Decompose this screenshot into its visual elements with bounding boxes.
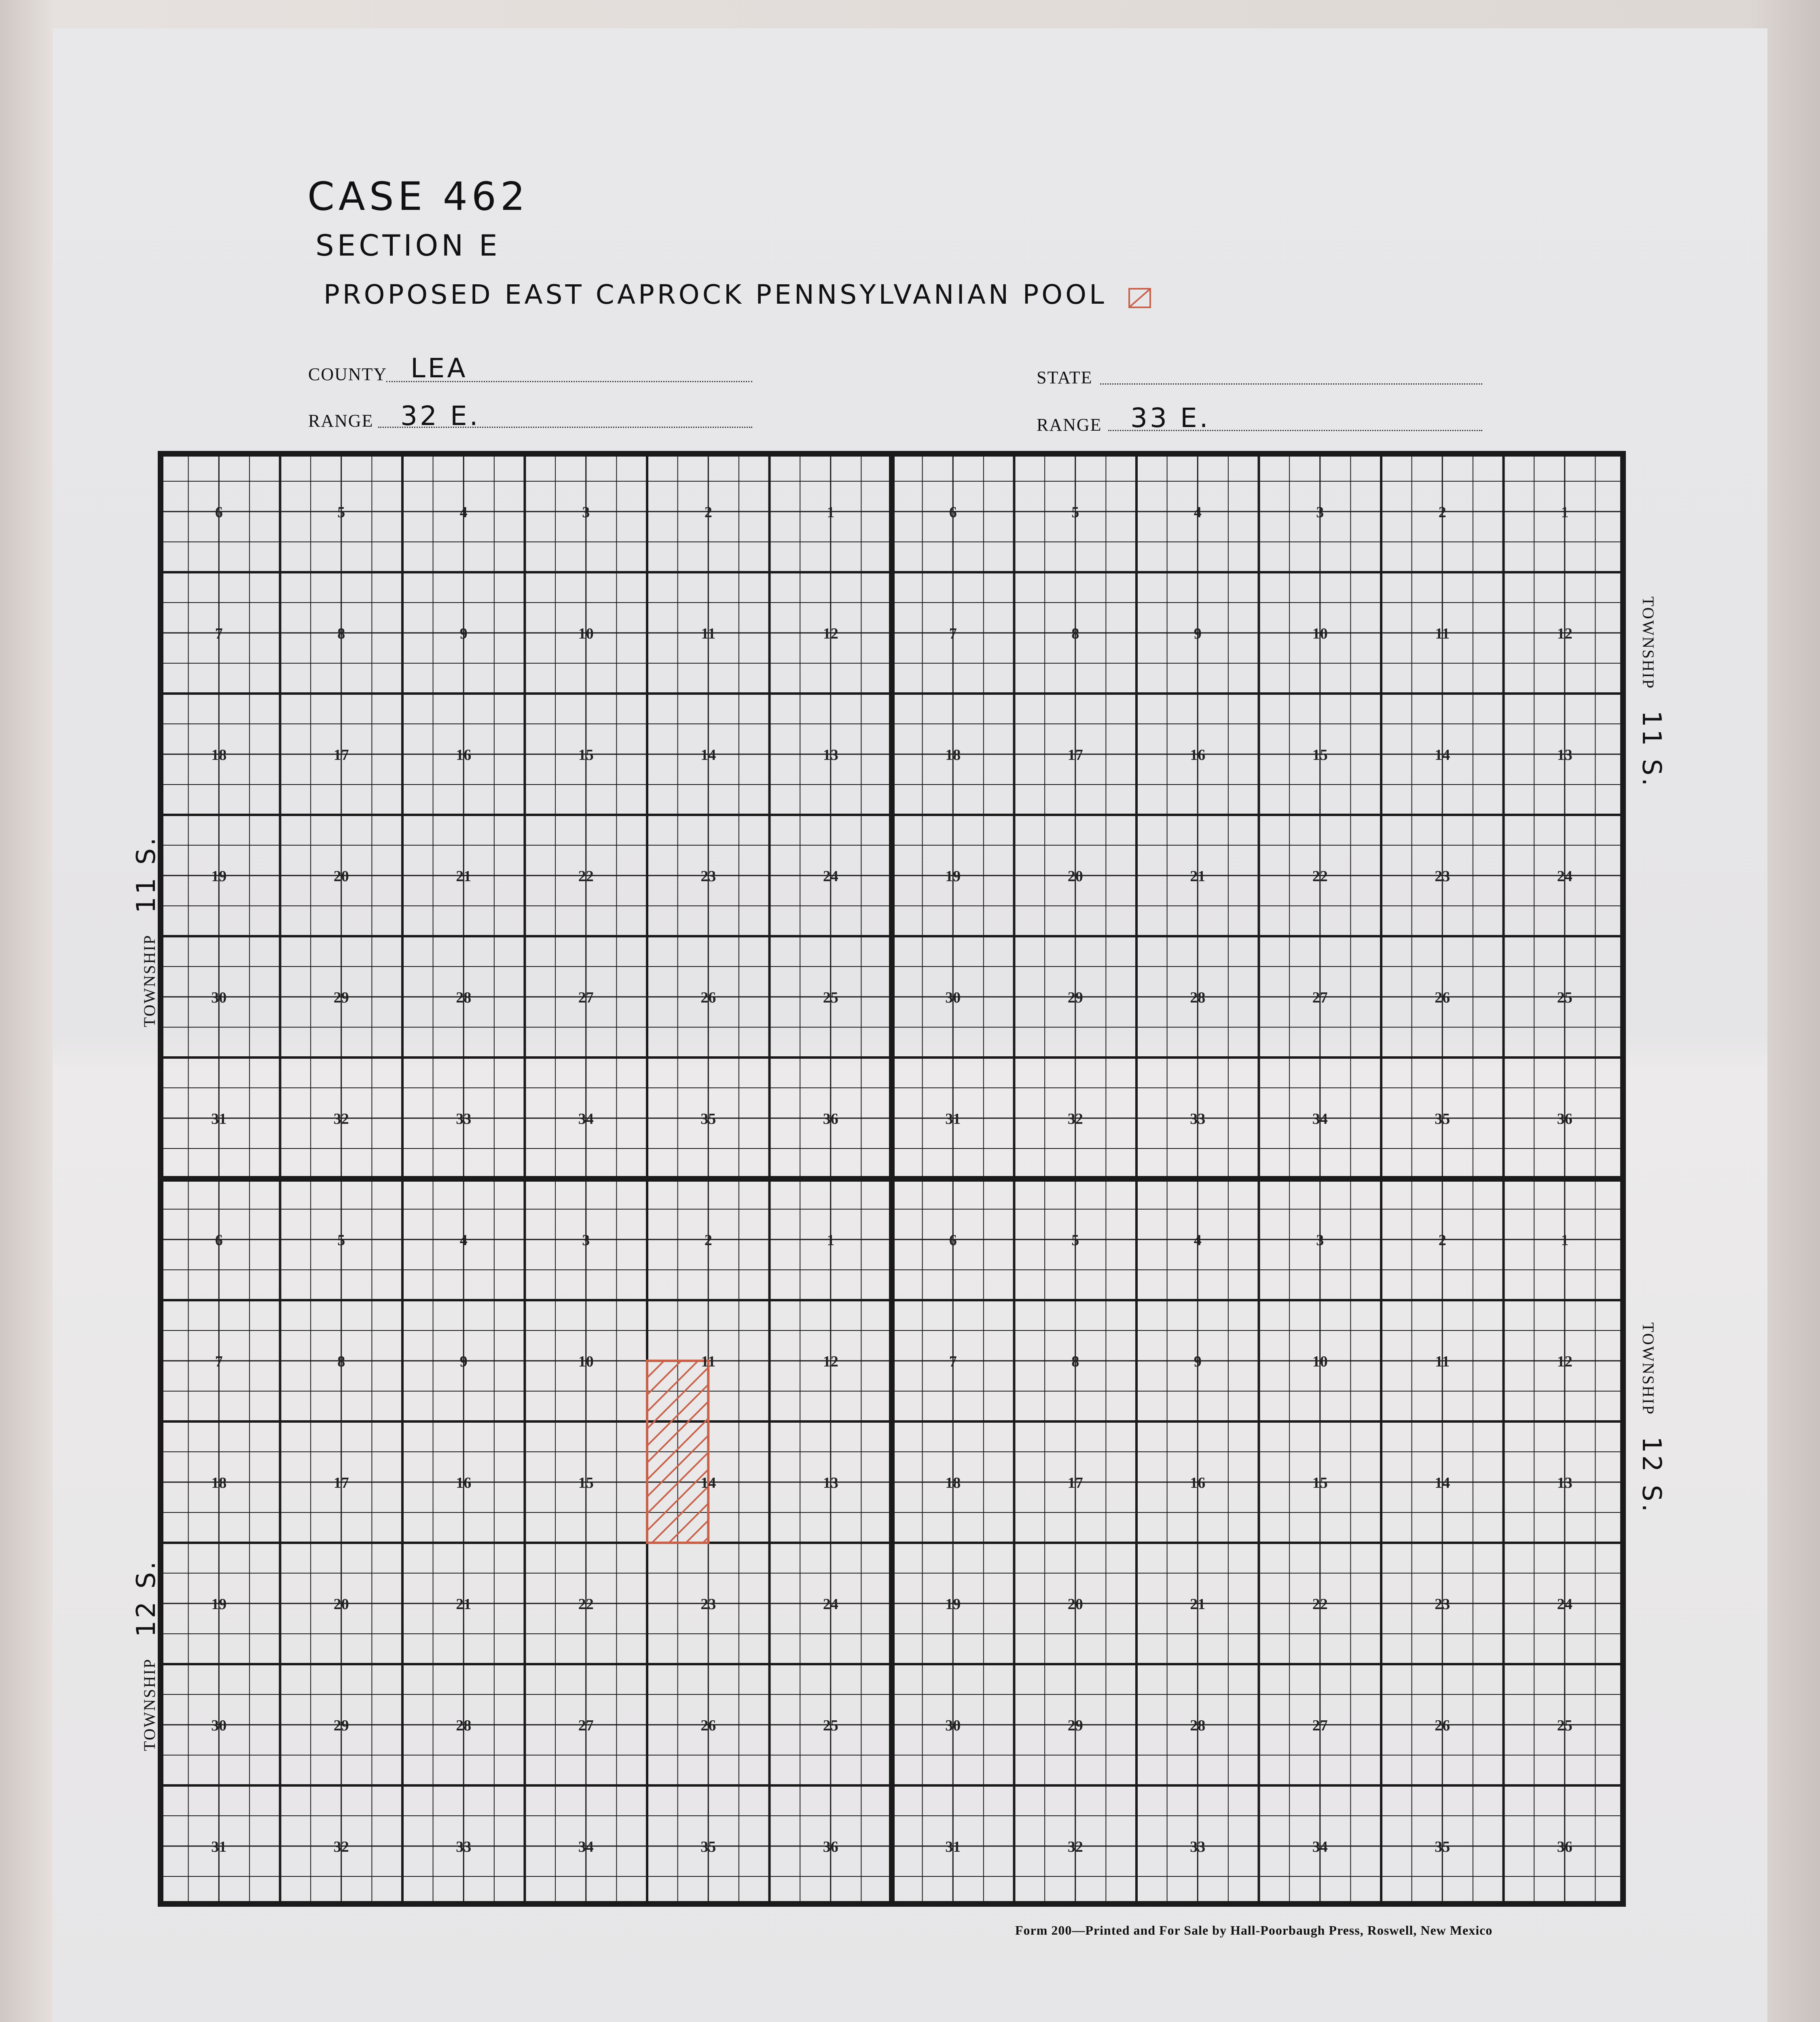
section-number: 27 (1312, 989, 1328, 1006)
range-left-value: 32 E. (400, 400, 480, 431)
section-number: 12 (823, 625, 838, 642)
section-number: 27 (578, 989, 594, 1006)
section-number: 6 (215, 1232, 223, 1249)
section-number: 27 (578, 1717, 594, 1734)
section-number: 22 (578, 868, 594, 885)
section-number: 23 (1435, 1596, 1450, 1613)
section-number: 25 (823, 1717, 838, 1734)
township-number: 11 S. (1636, 710, 1666, 789)
section-number: 9 (1194, 1353, 1202, 1370)
section-number: 16 (456, 1474, 472, 1491)
section-number: 1 (827, 504, 835, 521)
section-number: 17 (1067, 1474, 1083, 1491)
section-number: 9 (1194, 625, 1202, 642)
section-number: 28 (1190, 1717, 1206, 1734)
section-number: 12 (1557, 625, 1572, 642)
section-number: 18 (945, 747, 961, 764)
section-number: 19 (211, 1596, 227, 1613)
section-number: 23 (700, 1596, 716, 1613)
section-number: 34 (578, 1838, 594, 1855)
section-number: 22 (1312, 868, 1328, 885)
section-number: 3 (582, 504, 590, 521)
section-number: 25 (823, 989, 838, 1006)
section-number: 29 (333, 989, 349, 1006)
section-number: 31 (945, 1838, 961, 1855)
section-number: 34 (1312, 1838, 1328, 1855)
township-number: 11 S. (131, 835, 161, 914)
township-number: 12 S. (1636, 1436, 1666, 1514)
case-title: CASE 462 (307, 174, 529, 219)
section-number: 23 (1435, 868, 1450, 885)
section-number: 24 (1557, 868, 1572, 885)
section-number: 19 (945, 868, 961, 885)
section-number: 24 (823, 868, 838, 885)
section-number: 21 (1190, 868, 1206, 885)
section-number: 33 (456, 1110, 472, 1127)
section-number: 29 (1067, 1717, 1083, 1734)
section-number: 17 (1067, 747, 1083, 764)
section-number: 17 (333, 1474, 349, 1491)
section-number: 7 (949, 1353, 957, 1370)
township-label-left-lower (131, 1559, 161, 1751)
township-number: 12 S. (131, 1559, 161, 1637)
section-number: 14 (700, 1474, 716, 1491)
section-number: 35 (700, 1838, 716, 1855)
section-number: 33 (1190, 1838, 1206, 1855)
section-number: 18 (211, 747, 227, 764)
section-number: 31 (945, 1110, 961, 1127)
section-number: 2 (1438, 1232, 1446, 1249)
section-number: 14 (1435, 747, 1450, 764)
section-number: 28 (456, 989, 472, 1006)
township-word: TOWNSHIP (1639, 596, 1657, 690)
section-number: 7 (949, 625, 957, 642)
section-number: 1 (1561, 1232, 1569, 1249)
county-value: LEA (411, 353, 468, 384)
section-label: SECTION E (315, 228, 501, 262)
section-number: 6 (949, 504, 957, 521)
section-number: 16 (1190, 1474, 1206, 1491)
hatched-legend-icon (1128, 288, 1151, 308)
section-number: 20 (1067, 1596, 1083, 1613)
section-number: 31 (211, 1838, 227, 1855)
section-number: 28 (1190, 989, 1206, 1006)
section-number: 13 (823, 747, 838, 764)
section-number: 30 (945, 1717, 961, 1734)
section-number: 26 (700, 989, 716, 1006)
section-number: 15 (1312, 747, 1328, 764)
township-label-left-upper (131, 835, 161, 1027)
section-number: 17 (333, 747, 349, 764)
section-number: 22 (578, 1596, 594, 1613)
state-label: STATE (1037, 368, 1093, 387)
section-number: 9 (459, 625, 468, 642)
section-number: 4 (1194, 504, 1202, 521)
section-number: 2 (704, 1232, 712, 1249)
section-number: 34 (578, 1110, 594, 1127)
township-label-right-upper (1636, 596, 1666, 789)
section-number: 12 (1557, 1353, 1572, 1370)
section-number: 13 (823, 1474, 838, 1491)
section-number: 30 (211, 1717, 227, 1734)
section-number: 18 (945, 1474, 961, 1491)
section-number: 8 (1071, 625, 1079, 642)
section-number: 20 (333, 868, 349, 885)
section-number: 32 (333, 1110, 349, 1127)
range-right-value: 33 E. (1130, 402, 1211, 434)
section-number: 32 (333, 1838, 349, 1855)
section-number: 10 (1312, 1353, 1328, 1370)
printer-footnote: Form 200—Printed and For Sale by Hall-Poorbaugh Press, Roswell, New Mexico (1015, 1923, 1493, 1937)
section-number: 7 (215, 1353, 223, 1370)
section-number: 30 (211, 989, 227, 1006)
county-label: COUNTY (308, 364, 387, 384)
township-word: TOWNSHIP (140, 1658, 159, 1751)
section-number: 4 (459, 1232, 468, 1249)
section-number: 7 (215, 625, 223, 642)
section-number: 21 (1190, 1596, 1206, 1613)
section-number: 31 (211, 1110, 227, 1127)
section-number: 3 (1316, 1232, 1324, 1249)
section-number: 14 (1435, 1474, 1450, 1491)
township-word: TOWNSHIP (1639, 1322, 1657, 1415)
section-number: 10 (578, 625, 594, 642)
range-left-label: RANGE (308, 411, 374, 431)
section-number: 32 (1067, 1838, 1083, 1855)
range-right-label: RANGE (1037, 415, 1102, 435)
section-number: 18 (211, 1474, 227, 1491)
section-number: 20 (1067, 868, 1083, 885)
section-number: 20 (333, 1596, 349, 1613)
section-number: 12 (823, 1353, 838, 1370)
section-number: 4 (1194, 1232, 1202, 1249)
section-number: 30 (945, 989, 961, 1006)
section-number: 19 (211, 868, 227, 885)
section-number: 21 (456, 1596, 472, 1613)
section-number: 35 (1435, 1838, 1450, 1855)
section-number: 5 (1071, 1232, 1079, 1249)
pool-name: PROPOSED EAST CAPROCK PENNSYLVANIAN POOL (324, 279, 1107, 310)
section-number: 13 (1557, 1474, 1572, 1491)
section-number: 34 (1312, 1110, 1328, 1127)
section-number: 10 (578, 1353, 594, 1370)
section-number: 28 (456, 1717, 472, 1734)
state-line (1100, 383, 1482, 385)
section-number: 36 (823, 1838, 838, 1855)
section-number: 27 (1312, 1717, 1328, 1734)
township-plat-grid (158, 451, 1626, 1907)
section-number: 9 (459, 1353, 468, 1370)
section-number: 11 (701, 1353, 716, 1370)
section-number: 8 (337, 625, 345, 642)
section-number: 23 (700, 868, 716, 885)
section-number: 6 (215, 504, 223, 521)
section-number: 24 (823, 1596, 838, 1613)
section-number: 26 (1435, 989, 1450, 1006)
section-number: 15 (578, 1474, 594, 1491)
section-number: 16 (1190, 747, 1206, 764)
section-number: 8 (337, 1353, 345, 1370)
section-number: 29 (333, 1717, 349, 1734)
section-number: 36 (1557, 1838, 1572, 1855)
section-number: 29 (1067, 989, 1083, 1006)
section-number: 19 (945, 1596, 961, 1613)
township-label-right-lower (1636, 1322, 1666, 1514)
section-number: 11 (701, 625, 716, 642)
section-number: 25 (1557, 1717, 1572, 1734)
section-number: 36 (1557, 1110, 1572, 1127)
section-number: 6 (949, 1232, 957, 1249)
section-number: 32 (1067, 1110, 1083, 1127)
section-number: 26 (1435, 1717, 1450, 1734)
section-number: 25 (1557, 989, 1572, 1006)
section-number: 33 (1190, 1110, 1206, 1127)
section-number: 3 (582, 1232, 590, 1249)
township-word: TOWNSHIP (140, 934, 159, 1027)
section-number: 21 (456, 868, 472, 885)
section-number: 2 (1438, 504, 1446, 521)
section-number: 5 (337, 1232, 345, 1249)
section-number: 2 (704, 504, 712, 521)
section-number: 3 (1316, 504, 1324, 521)
section-number: 16 (456, 747, 472, 764)
section-number: 24 (1557, 1596, 1572, 1613)
section-number: 11 (1435, 625, 1450, 642)
section-number: 36 (823, 1110, 838, 1127)
section-number: 10 (1312, 625, 1328, 642)
section-number: 4 (459, 504, 468, 521)
section-number: 5 (1071, 504, 1079, 521)
section-number: 33 (456, 1838, 472, 1855)
section-number: 15 (578, 747, 594, 764)
section-number: 1 (1561, 504, 1569, 521)
section-number: 15 (1312, 1474, 1328, 1491)
section-number: 13 (1557, 747, 1572, 764)
section-number: 5 (337, 504, 345, 521)
section-number: 35 (1435, 1110, 1450, 1127)
section-number: 22 (1312, 1596, 1328, 1613)
section-number: 1 (827, 1232, 835, 1249)
section-number: 35 (700, 1110, 716, 1127)
section-number: 8 (1071, 1353, 1079, 1370)
section-number: 26 (700, 1717, 716, 1734)
section-number: 11 (1435, 1353, 1450, 1370)
section-number: 14 (700, 747, 716, 764)
